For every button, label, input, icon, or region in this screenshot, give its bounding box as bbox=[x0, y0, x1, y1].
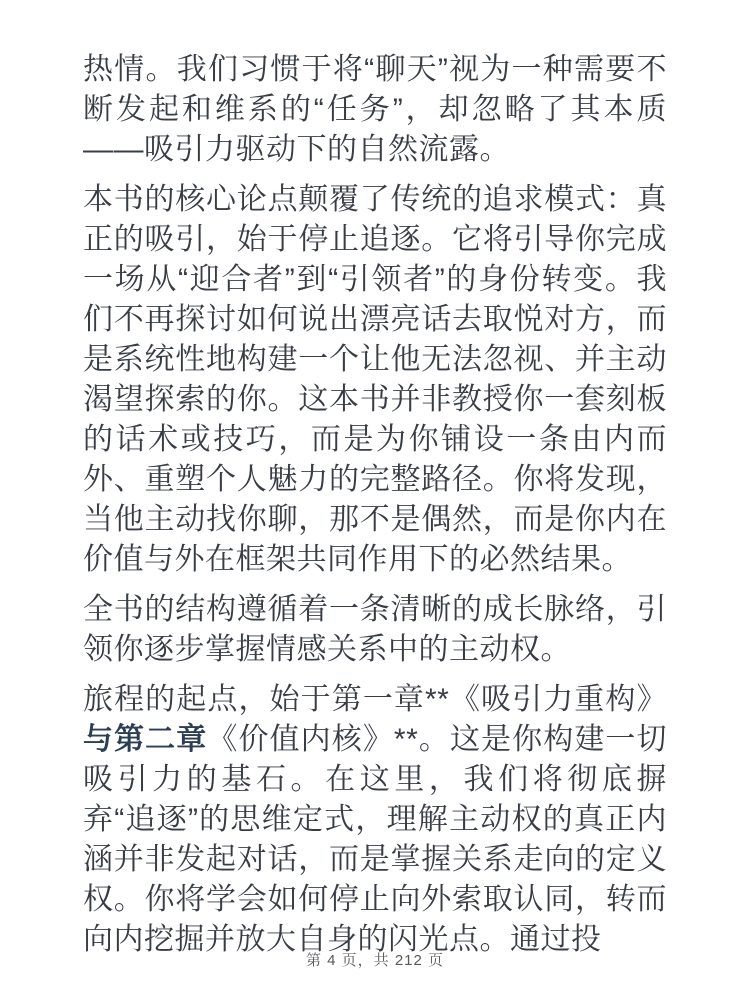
paragraph-4 bbox=[83, 680, 667, 960]
paragraph-4-text-after: 《价值内核》**。这是你构建一切吸引力的基石。在这里，我们将彻底摒弃“追逐”的思维定式，理解主动权的真正内涵并非发起对话，而是掌握关系走向的定义权。你将学会如何停止向外索取认同，转而向内挖掘并放大自身的闪光点。通过投 bbox=[83, 723, 668, 956]
paragraph-4-text-before: 旅程的起点，始于第一章**《吸引力重构》 bbox=[83, 683, 667, 716]
paragraph-2: 本书的核心论点颠覆了传统的追求模式：真正的吸引，始于停止追逐。它将引导你完成一场从“迎合者”到“引领者”的身份转变。我们不再探讨如何说出漂亮话去取悦对方，而是系统性地构建一个让他无法忽视、并主动渴望探索的你。这本书并非教授你一套刻板的话术或技巧，而是为你铺设一条由内而外、重塑个人魅力的完整路径。你将发现，当他主动找你聊，那不是偶然，而是你内在价值与外在框架共同作用下的必然结果。 bbox=[83, 183, 667, 576]
chapter-titles-emphasis: 与第二章 bbox=[83, 723, 208, 756]
paragraph-1: 热情。我们习惯于将“聊天”视为一种需要不断发起和维系的“任务”，却忽略了其本质——吸引力驱动下的自然流露。 bbox=[83, 53, 667, 166]
page-number-footer: 第 4 页，共 212 页 bbox=[305, 952, 445, 969]
paragraph-3: 全书的结构遵循着一条清晰的成长脉络，引领你逐步掌握情感关系中的主动权。 bbox=[83, 593, 667, 666]
